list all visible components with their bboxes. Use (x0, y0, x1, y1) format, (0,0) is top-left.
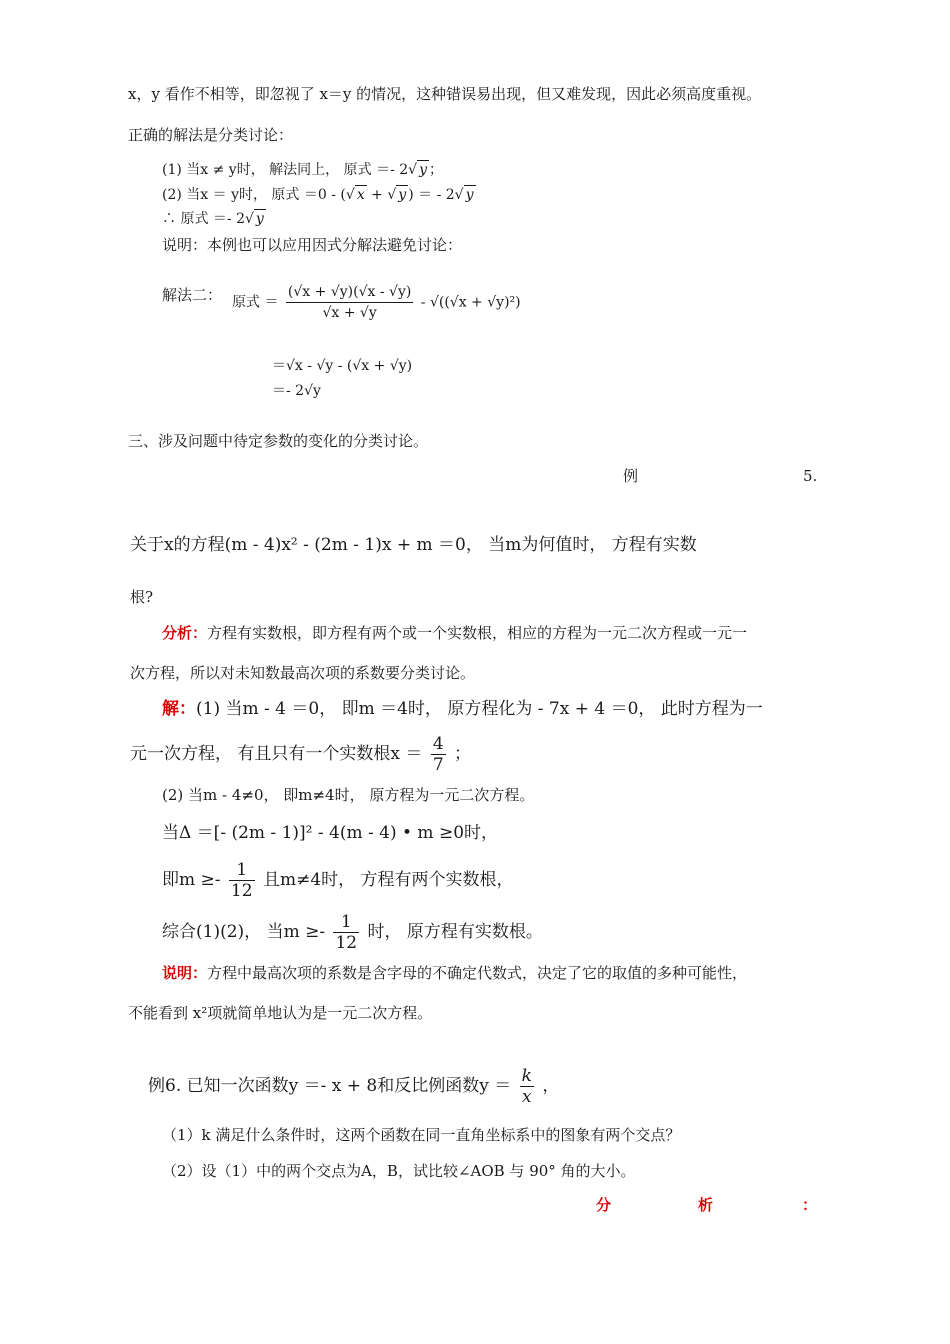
solution-line: (2) 当m - 4≠0， 即m≠4时， 原方程为一元二次方程。 (162, 786, 535, 804)
question-line: 根? (130, 588, 154, 606)
solution-line: 当Δ ＝[- (2m - 1)]² - 4(m - 4) • m ≥0时， (162, 823, 499, 843)
explanation-line: 不能看到 x²项就简单地认为是一元二次方程。 (128, 1004, 433, 1022)
solution-line: 元一次方程， 有且只有一个实数根x ＝ $\frac{4}{7}$ ； (130, 734, 472, 775)
conclusion-line: ∴ 原式 ＝- 2√ y (162, 211, 264, 227)
paragraph-line: x，y 看作不相等，即忽视了 x＝y 的情况，这种错误易出现，但又难发现，因此必须高度重视。 (128, 85, 762, 103)
fraction: $\frac{k}{x}$ (521, 1066, 532, 1107)
analysis-heading: 析 (698, 1196, 714, 1214)
analysis-heading: ： (802, 1196, 818, 1214)
solution-line: 即m ≥- $\frac{1}{12}$ 且m≠4时， 方程有两个实数根， (162, 860, 514, 901)
case-1-line: (1) 当x ≠ y时， 解法同上， 原式 ＝- 2√ y ； (162, 162, 443, 178)
fraction: $\frac{(√x + √y)(√x - √y)}{√x + √y}$ (287, 284, 412, 321)
example-number: 例 (623, 467, 639, 485)
example-number: 5. (803, 467, 818, 485)
note-line: 说明：本例也可以应用因式分解法避免讨论： (162, 236, 463, 254)
method-2-step: ＝√x - √y - (√x + √y) (272, 358, 413, 374)
section-heading: 三、涉及问题中待定参数的变化的分类讨论。 (128, 432, 429, 450)
case-2-line: (2) 当x ＝ y时， 原式 ＝0 - (√ x + √ y ) ＝ - 2√ y (162, 187, 474, 203)
method-2-formula: 原式 ＝ $\frac{(√x + √y)(√x - √y)}{√x + √y}$ - √((√x + √y)²) (232, 284, 521, 321)
sub-question: （2）设（1）中的两个交点为A，B，试比较∠AOB 与 90° 角的大小。 (162, 1162, 636, 1180)
method-2-step: ＝- 2√y (272, 383, 321, 399)
solution-line: 综合(1)(2)， 当m ≥- $\frac{1}{12}$ 时， 原方程有实数根。 (162, 912, 543, 953)
method-2-label: 解法二： (162, 286, 223, 304)
question-line: 关于x的方程(m - 4)x² - (2m - 1)x + m ＝0， 当m为何值时， 方程有实数 (130, 535, 697, 555)
sub-question: （1）k 满足什么条件时，这两个函数在同一直角坐标系中的图象有两个交点？ (162, 1126, 681, 1144)
example-6-line: 例6. 已知一次函数y ＝- x + 8和反比例函数y ＝ $\frac{k}{x}$ ， (148, 1066, 560, 1107)
fraction: $\frac{1}{12}$ (335, 912, 358, 953)
analysis-line: 分析：方程有实数根，即方程有两个或一个实数根，相应的方程为一元二次方程或一元一 (162, 624, 748, 642)
analysis-heading: 分 (596, 1196, 612, 1214)
fraction: $\frac{1}{12}$ (230, 860, 253, 901)
paragraph-line: 正确的解法是分类讨论： (128, 126, 294, 144)
fraction: $\frac{4}{7}$ (432, 734, 444, 775)
analysis-line: 次方程，所以对未知数最高次项的系数要分类讨论。 (130, 664, 476, 682)
solution-line: 解：(1) 当m - 4 ＝0， 即m ＝4时， 原方程化为 - 7x + 4 ＝0， 此时方程为一 (162, 699, 763, 719)
explanation-line: 说明：方程中最高次项的系数是含字母的不确定代数式，决定了它的取值的多种可能性， (162, 964, 748, 982)
